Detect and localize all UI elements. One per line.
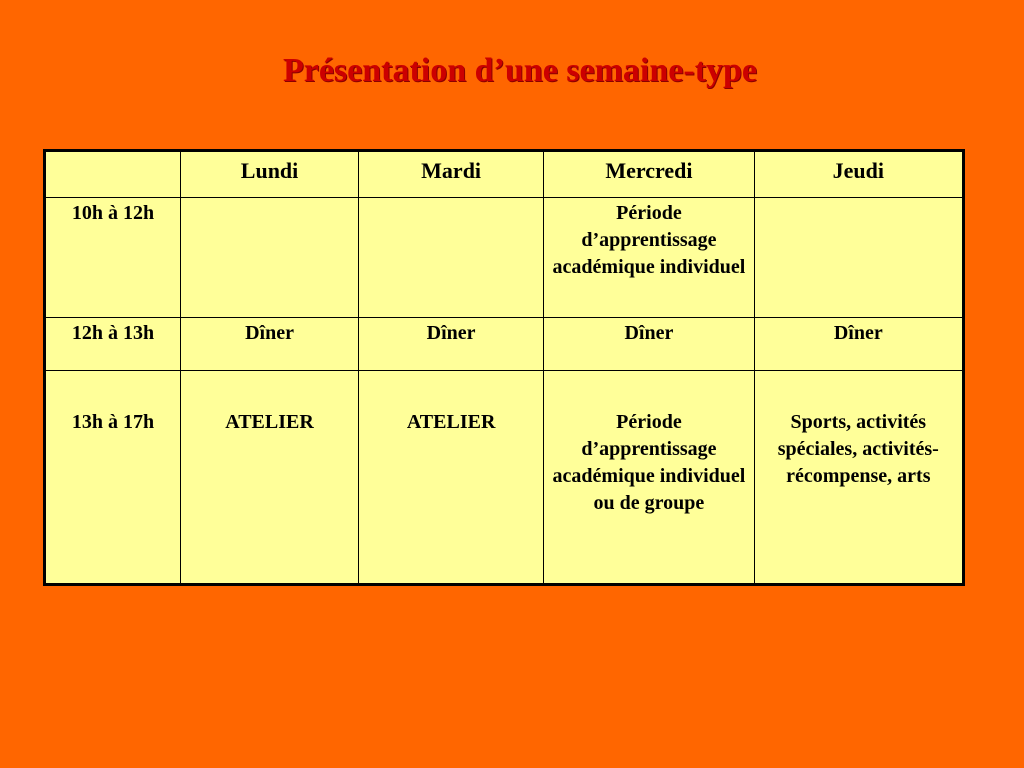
time-cell: 10h à 12h — [45, 198, 181, 318]
corner-cell — [45, 151, 181, 198]
schedule-cell: Sports, activités spéciales, activités-récompense, arts — [754, 371, 963, 585]
schedule-cell — [181, 198, 359, 318]
page-title: Présentation d’une semaine-type — [282, 52, 758, 89]
schedule-cell — [754, 198, 963, 318]
schedule-cell: ATELIER — [359, 371, 544, 585]
schedule-cell: Période d’apprentissage académique individuel — [544, 198, 754, 318]
table-row — [45, 371, 964, 585]
table-row — [45, 198, 964, 318]
schedule-cell: Dîner — [181, 318, 359, 371]
weekly-schedule-table — [43, 149, 965, 586]
time-cell: 12h à 13h — [45, 318, 181, 371]
schedule-cell — [359, 198, 544, 318]
schedule-cell: ATELIER — [181, 371, 359, 585]
table-row — [45, 318, 964, 371]
time-cell: 13h à 17h — [45, 371, 181, 585]
day-header-mercredi: Mercredi — [544, 151, 754, 198]
schedule-cell: Période d’apprentissage académique individuel ou de groupe — [544, 371, 754, 585]
day-header-lundi: Lundi — [181, 151, 359, 198]
day-header-mardi: Mardi — [359, 151, 544, 198]
table-header-row — [45, 151, 964, 198]
schedule-cell: Dîner — [359, 318, 544, 371]
day-header-jeudi: Jeudi — [754, 151, 963, 198]
schedule-cell: Dîner — [544, 318, 754, 371]
schedule-cell: Dîner — [754, 318, 963, 371]
